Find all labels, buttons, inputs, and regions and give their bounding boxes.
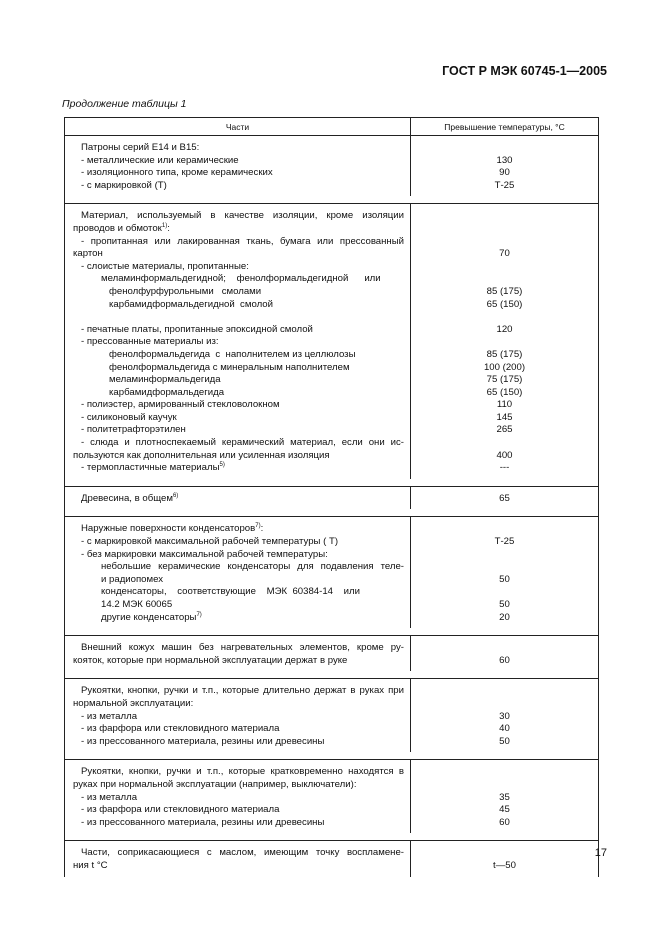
part-line xyxy=(73,792,404,805)
part-line xyxy=(73,142,404,155)
part-text: фенолформальдегида с наполнителем из целлюлозы xyxy=(109,348,356,360)
part-line xyxy=(73,655,404,668)
part-line xyxy=(73,523,404,536)
part-text: и радиопомех xyxy=(101,573,164,585)
part-line xyxy=(73,311,404,324)
part-text: меламинформальдегидной; фенолформальдегидной или xyxy=(101,273,381,285)
part-line xyxy=(73,736,404,749)
page-number: 17 xyxy=(594,847,607,859)
part-text: - политетрафторэтилен xyxy=(81,424,186,436)
temperature-rise-cell xyxy=(411,136,599,197)
part-text: - слоистые материалы, пропитанные: xyxy=(81,260,249,272)
temperature-value xyxy=(411,685,598,698)
part-text: - из прессованного материала, резины или древесины xyxy=(81,816,325,828)
temperature-value: 85 (175) xyxy=(486,348,523,360)
part-text: - пропитанная или лакированная ткань, бумага или прессованный xyxy=(81,235,404,247)
part-line xyxy=(73,155,404,168)
part-text: меламинформальдегида xyxy=(109,374,221,386)
part-text: - с маркировкой максимальной рабочей температуры ( Т) xyxy=(81,536,339,548)
part-line xyxy=(73,586,404,599)
parts-cell xyxy=(65,636,411,672)
table-row xyxy=(65,760,599,833)
row-spacer xyxy=(65,479,599,487)
temperature-value: 60 xyxy=(499,816,510,828)
temperature-rise-cell xyxy=(411,841,599,877)
part-text: - силиконовый каучук xyxy=(81,411,177,423)
part-line xyxy=(73,574,404,587)
temperature-value xyxy=(411,210,598,223)
part-line xyxy=(73,493,404,506)
part-line xyxy=(73,817,404,830)
parts-cell xyxy=(65,679,411,752)
part-line xyxy=(73,336,404,349)
temperature-value: 40 xyxy=(499,723,510,735)
part-line xyxy=(73,642,404,655)
temperature-value: 400 xyxy=(496,449,513,461)
table-row xyxy=(65,204,599,479)
temperature-value: 90 xyxy=(499,167,510,179)
part-text: карбамидформальдегида xyxy=(109,386,225,398)
part-line xyxy=(73,362,404,375)
temperature-value: 65 xyxy=(499,492,510,504)
temperature-value: 50 xyxy=(499,735,510,747)
part-line xyxy=(73,766,404,779)
part-text: Материал, используемый в качестве изоляции, кроме изоляции xyxy=(81,210,404,222)
part-text-suffix: : xyxy=(260,523,264,535)
part-line xyxy=(73,612,404,625)
temperature-value: t—50 xyxy=(493,859,516,871)
row-spacer xyxy=(65,196,599,204)
row-spacer xyxy=(65,833,599,841)
temperature-value xyxy=(411,236,598,249)
part-text: Внешний кожух машин без нагревательных элементов, кроме ру- xyxy=(81,642,404,654)
temperature-value: Т-25 xyxy=(494,179,515,191)
temperature-value xyxy=(411,311,598,324)
part-text: - из фарфора или стекловидного материала xyxy=(81,804,280,816)
temperature-value: 70 xyxy=(499,248,510,260)
footnote-ref: 1) xyxy=(161,222,168,229)
part-text: проводов и обмоток xyxy=(73,222,162,234)
part-line xyxy=(73,536,404,549)
part-line xyxy=(73,387,404,400)
part-line xyxy=(73,210,404,223)
part-line xyxy=(73,412,404,425)
part-text: пользуются как дополнительная или усиленная изоляция xyxy=(73,449,330,461)
temperature-value: 50 xyxy=(499,573,510,585)
part-text: Древесина, в общем xyxy=(81,492,173,504)
part-line xyxy=(73,437,404,450)
part-text: ния t °С xyxy=(73,859,108,871)
part-text: карбамидформальдегидной смолой xyxy=(109,298,273,310)
part-line xyxy=(73,462,404,475)
temperature-value xyxy=(411,586,598,599)
part-line xyxy=(73,399,404,412)
part-text: другие конденсаторы xyxy=(101,611,197,623)
footnote-ref: 6) xyxy=(172,492,179,499)
temperature-value: 30 xyxy=(499,710,510,722)
parts-cell xyxy=(65,204,411,479)
parts-cell xyxy=(65,486,411,509)
temperature-value: 35 xyxy=(499,791,510,803)
table-row xyxy=(65,486,599,509)
part-text: Рукоятки, кнопки, ручки и т.п., которые кратковременно находятся в xyxy=(81,766,404,778)
part-line xyxy=(73,860,404,873)
part-line xyxy=(73,847,404,860)
part-line xyxy=(73,286,404,299)
temperature-rise-table xyxy=(64,117,599,877)
temperature-value: 265 xyxy=(496,424,513,436)
parts-cell xyxy=(65,841,411,877)
part-text: Патроны серий Е14 и В15: xyxy=(81,142,200,153)
part-line xyxy=(73,324,404,337)
part-text: - с маркировкой (Т) xyxy=(81,179,167,191)
part-line xyxy=(73,374,404,387)
temperature-value: 130 xyxy=(496,154,513,166)
temperature-value: --- xyxy=(499,462,510,474)
part-text: картон xyxy=(73,248,103,260)
part-text: фенолфурфурольными смолами xyxy=(109,285,262,297)
part-line xyxy=(73,599,404,612)
part-line xyxy=(73,180,404,193)
temperature-value xyxy=(411,561,598,574)
temperature-value: 110 xyxy=(496,399,513,411)
temperature-value xyxy=(411,698,598,711)
part-text: - термопластичные материалы xyxy=(81,462,220,474)
part-text-suffix: : xyxy=(167,222,170,234)
row-spacer xyxy=(65,509,599,517)
temperature-rise-cell xyxy=(411,517,599,628)
part-line xyxy=(73,804,404,817)
row-spacer xyxy=(65,628,599,636)
part-text: - прессованные материалы из: xyxy=(81,336,219,348)
parts-cell xyxy=(65,517,411,628)
temperature-value xyxy=(411,273,598,286)
part-line xyxy=(73,698,404,711)
part-line xyxy=(73,261,404,274)
temperature-value xyxy=(411,549,598,562)
table-row xyxy=(65,636,599,672)
part-line xyxy=(73,779,404,792)
temperature-value: 100 (200) xyxy=(483,361,526,373)
part-text: - металлические или керамические xyxy=(81,154,239,166)
parts-cell xyxy=(65,760,411,833)
temperature-value: 75 (175) xyxy=(486,374,523,386)
part-line xyxy=(73,450,404,463)
part-text: - из прессованного материала, резины или древесины xyxy=(81,735,325,747)
temperature-value xyxy=(411,142,598,155)
part-line xyxy=(73,349,404,362)
parts-cell xyxy=(65,136,411,197)
part-text: Части, соприкасающиеся с маслом, имеющим точку воспламене- xyxy=(81,847,404,859)
part-text: Рукоятки, кнопки, ручки и т.п., которые длительно держат в руках при xyxy=(81,685,404,697)
part-text: небольшие керамические конденсаторы для подавления теле- xyxy=(101,561,404,573)
temperature-rise-cell xyxy=(411,679,599,752)
part-line xyxy=(73,549,404,562)
temperature-value: 65 (150) xyxy=(486,298,523,310)
temperature-value: 65 (150) xyxy=(486,386,523,398)
part-text: Наружные поверхности конденсаторов xyxy=(81,523,256,535)
part-text: - без маркировки максимальной рабочей температуры: xyxy=(81,548,328,560)
temperature-value xyxy=(411,523,598,536)
footnote-ref: 7) xyxy=(255,523,261,530)
part-line xyxy=(73,236,404,249)
column-header-parts: Части xyxy=(65,118,411,136)
part-text: - из металла xyxy=(81,710,138,722)
part-text: конденсаторы, соответствующие МЭК 60384-14 или xyxy=(101,586,360,598)
temperature-value xyxy=(411,847,598,860)
table-row xyxy=(65,841,599,877)
temperature-value: 45 xyxy=(499,804,510,816)
part-line xyxy=(73,723,404,736)
table-row xyxy=(65,136,599,197)
part-line xyxy=(73,273,404,286)
temperature-value: 120 xyxy=(496,323,513,335)
part-line xyxy=(73,561,404,574)
temperature-value xyxy=(411,336,598,349)
part-text: - из металла xyxy=(81,791,138,803)
part-text: кояток, которые при нормальной эксплуатации держат в руке xyxy=(73,654,348,666)
column-header-temperature-rise: Превышение температуры, °С xyxy=(411,118,599,136)
temperature-value xyxy=(411,437,598,450)
temperature-value xyxy=(411,223,598,236)
part-text: - слюда и плотноспекаемый керамический материал, если они ис- xyxy=(81,437,404,449)
temperature-value: Т-25 xyxy=(494,536,515,548)
part-line xyxy=(73,299,404,312)
table-row xyxy=(65,517,599,628)
part-line xyxy=(73,167,404,180)
part-text: - полиэстер, армированный стекловолокном xyxy=(81,399,280,411)
temperature-value: 60 xyxy=(499,654,510,666)
temperature-value xyxy=(411,261,598,274)
part-line xyxy=(73,685,404,698)
temperature-value: 85 (175) xyxy=(486,285,523,297)
table-row xyxy=(65,679,599,752)
part-text: - из фарфора или стекловидного материала xyxy=(81,723,280,735)
row-spacer xyxy=(65,752,599,760)
part-text: 14.2 МЭК 60065 xyxy=(101,599,173,610)
temperature-rise-cell xyxy=(411,204,599,479)
footnote-ref: 5) xyxy=(219,462,225,469)
part-text: руках при нормальной эксплуатации (например, выключатели): xyxy=(73,778,357,790)
part-text: нормальной эксплуатации: xyxy=(73,697,194,709)
temperature-value xyxy=(411,642,598,655)
part-text: - изоляционного типа, кроме керамических xyxy=(81,167,273,179)
part-line xyxy=(73,424,404,437)
temperature-value xyxy=(411,779,598,792)
part-line xyxy=(73,711,404,724)
part-line xyxy=(73,248,404,261)
temperature-rise-cell xyxy=(411,760,599,833)
part-text: фенолформальдегида с минеральным наполнителем xyxy=(109,361,350,373)
table-body xyxy=(65,136,599,877)
temperature-rise-cell xyxy=(411,636,599,672)
footnote-ref: 7) xyxy=(196,611,202,618)
part-text: - печатные платы, пропитанные эпоксидной смолой xyxy=(81,323,313,335)
temperature-value: 145 xyxy=(496,411,513,423)
part-line xyxy=(73,223,404,236)
temperature-value xyxy=(411,766,598,779)
temperature-rise-cell xyxy=(411,486,599,509)
document-code: ГОСТ Р МЭК 60745-1—2005 xyxy=(442,64,607,78)
temperature-value: 50 xyxy=(499,599,510,610)
table-continuation-caption: Продолжение таблицы 1 xyxy=(62,98,187,110)
temperature-value: 20 xyxy=(499,611,510,623)
row-spacer xyxy=(65,671,599,679)
